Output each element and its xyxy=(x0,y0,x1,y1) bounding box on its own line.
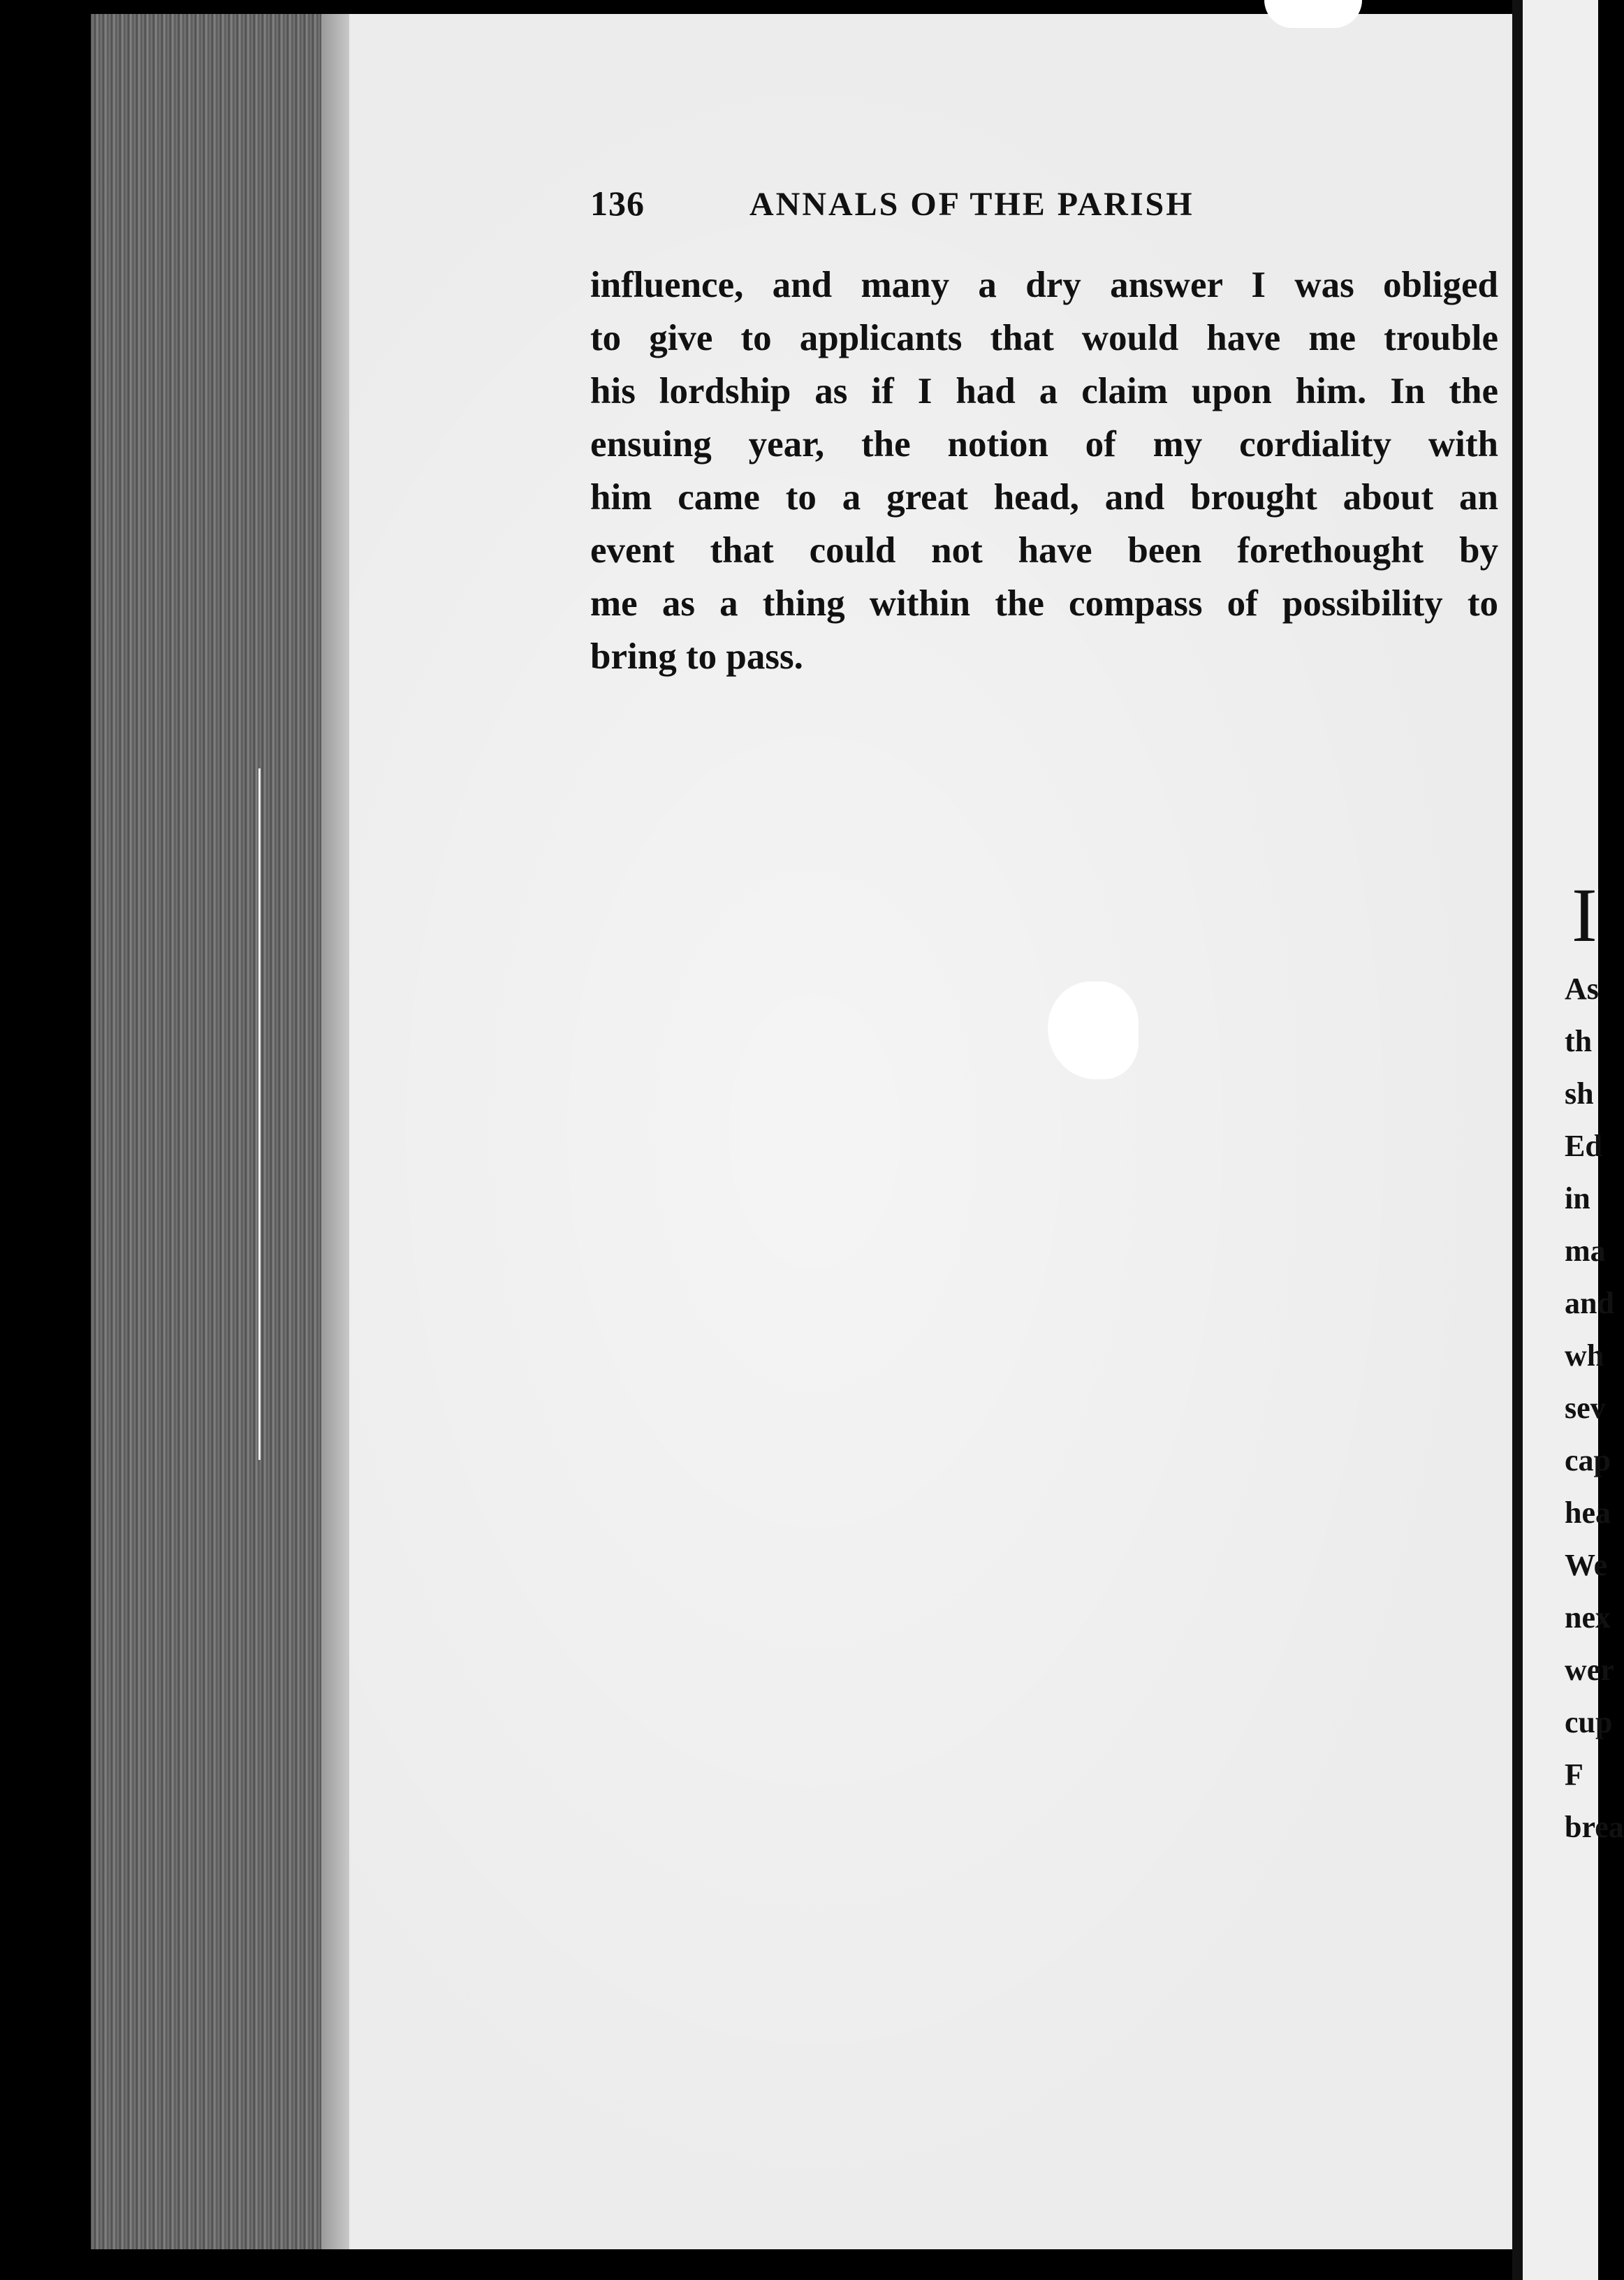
facing-line: sev xyxy=(1565,1391,1606,1425)
scan-scratch xyxy=(217,768,261,1460)
facing-line: F xyxy=(1565,1758,1583,1792)
facing-line: cup xyxy=(1565,1705,1613,1739)
body-line: to give to applicants that would have me trouble xyxy=(590,318,1498,358)
facing-line: sh xyxy=(1565,1076,1594,1111)
running-title: ANNALS OF THE PARISH xyxy=(749,186,1194,223)
page-edge-stack xyxy=(91,14,324,2249)
facing-line: brea xyxy=(1565,1810,1624,1844)
facing-line: cap xyxy=(1565,1443,1611,1477)
body-line: him came to a great head, and brought about an xyxy=(590,477,1498,518)
facing-line: As xyxy=(1565,972,1599,1006)
facing-line: wh xyxy=(1565,1338,1604,1373)
facing-line: and xyxy=(1565,1286,1614,1320)
body-line: event that could not have been forethought by xyxy=(590,530,1498,571)
scan-blot xyxy=(1048,981,1139,1079)
facing-line: th xyxy=(1565,1024,1593,1058)
body-text xyxy=(590,258,1498,683)
facing-line: Ed xyxy=(1565,1129,1602,1163)
running-header xyxy=(590,183,1341,224)
body-line: bring to pass. xyxy=(590,636,803,677)
body-line: me as a thing within the compass of possibility to xyxy=(590,583,1498,624)
scan-blot-top xyxy=(1264,0,1362,28)
body-line: his lordship as if I had a claim upon him. In the xyxy=(590,371,1498,411)
page-number: 136 xyxy=(590,184,645,223)
facing-page-text xyxy=(1565,963,1624,1853)
facing-line: hea xyxy=(1565,1496,1611,1530)
facing-line: ma xyxy=(1565,1234,1606,1268)
facing-line: wer xyxy=(1565,1653,1614,1687)
facing-line: nex xyxy=(1565,1600,1611,1635)
body-line: influence, and many a dry answer I was obliged xyxy=(590,265,1498,305)
body-line: ensuing year, the notion of my cordiality with xyxy=(590,424,1498,465)
facing-line: We xyxy=(1565,1548,1608,1582)
facing-line: in xyxy=(1565,1181,1590,1215)
facing-drop-cap: I xyxy=(1572,872,1597,958)
